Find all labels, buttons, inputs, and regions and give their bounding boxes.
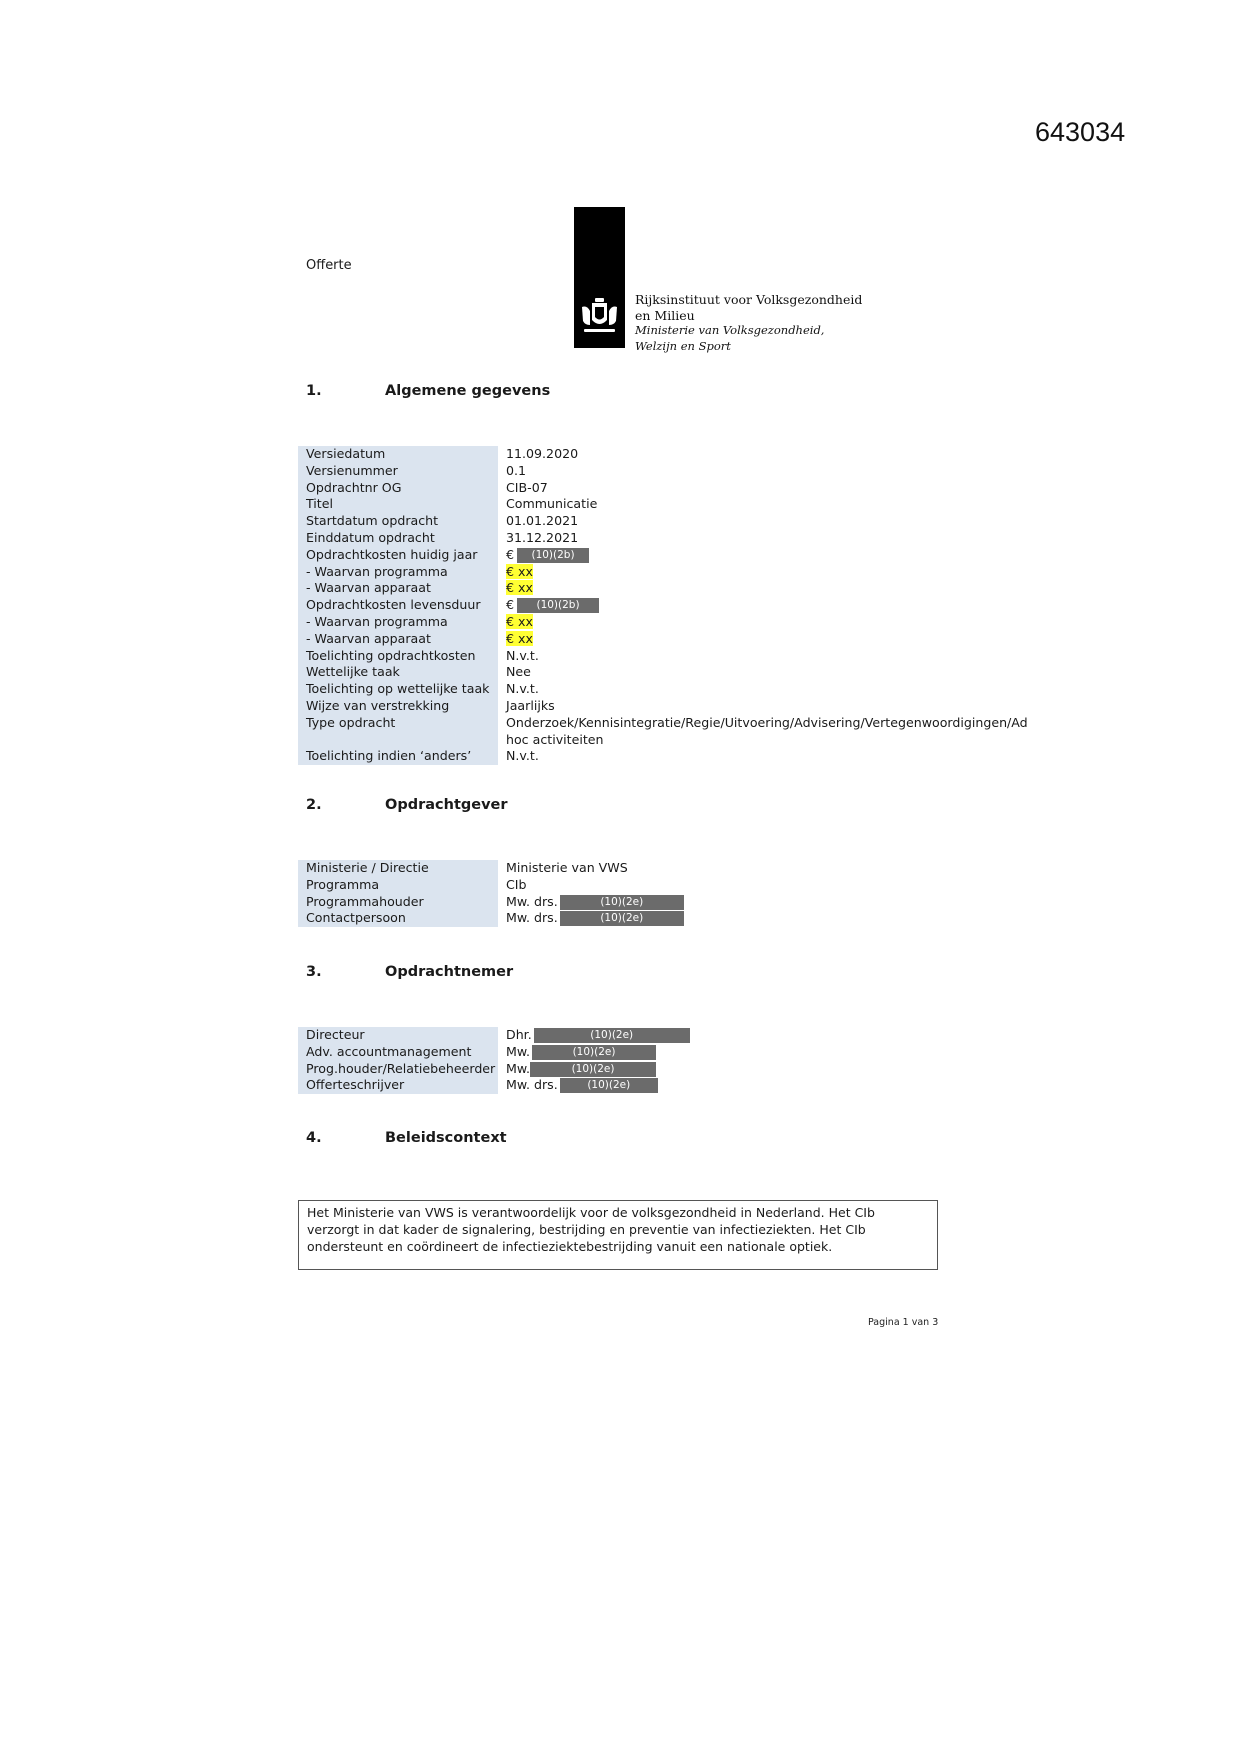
table-row: [298, 910, 684, 927]
section-heading-1: [306, 383, 550, 399]
highlighted-value: € xx: [506, 580, 533, 596]
row-label: Adv. accountmanagement: [298, 1044, 498, 1061]
redaction-block: (10)(2e): [560, 1078, 658, 1093]
table-row: [298, 698, 936, 715]
table-row: [298, 1061, 690, 1078]
highlighted-value: € xx: [506, 563, 533, 579]
name-prefix: Mw. drs.: [506, 893, 558, 909]
row-label: Versiedatum: [298, 446, 498, 463]
row-value: 31.12.2021: [506, 529, 579, 545]
table-row: [298, 446, 936, 463]
row-value: [498, 580, 533, 597]
table-row: [298, 597, 936, 614]
row-label: Wettelijke taak: [298, 664, 498, 681]
currency-symbol: €: [506, 546, 515, 562]
row-value: N.v.t.: [506, 681, 539, 697]
table-row: [298, 631, 936, 648]
section-number: 3.: [306, 964, 322, 980]
row-label: Contactpersoon: [298, 910, 498, 927]
row-label: Prog.houder/Relatiebeheerder: [298, 1061, 498, 1078]
section-number: 1.: [306, 383, 322, 399]
currency-symbol: €: [506, 597, 515, 613]
name-prefix: Mw. drs.: [506, 910, 558, 926]
row-label: Startdatum opdracht: [298, 513, 498, 530]
redaction-block: (10)(2e): [560, 911, 684, 926]
org-line-2: en Milieu: [635, 307, 695, 323]
table-row: [298, 496, 936, 513]
table-row: [298, 564, 936, 581]
row-label: Toelichting op wettelijke taak: [298, 681, 498, 698]
row-value: Jaarlijks: [506, 697, 555, 713]
section-number: 2.: [306, 797, 322, 813]
crest-icon: [574, 295, 625, 339]
row-label: Directeur: [298, 1027, 498, 1044]
table-row: [298, 530, 936, 547]
row-label: Wijze van verstrekking: [298, 698, 498, 715]
highlighted-value: € xx: [506, 630, 533, 646]
redaction-block: (10)(2b): [517, 548, 589, 563]
table-row: [298, 648, 936, 665]
row-label: - Waarvan apparaat: [298, 580, 498, 597]
redaction-block: (10)(2b): [517, 598, 599, 613]
row-label: - Waarvan programma: [298, 564, 498, 581]
row-value: N.v.t.: [506, 647, 539, 663]
table-row: [298, 1044, 690, 1061]
table-row: [298, 664, 936, 681]
row-label: Einddatum opdracht: [298, 530, 498, 547]
redaction-block: (10)(2e): [534, 1028, 690, 1043]
row-value: [498, 910, 684, 927]
document-type: Offerte: [306, 258, 352, 273]
row-label: - Waarvan apparaat: [298, 631, 498, 648]
table-row: [298, 877, 684, 894]
table-row: [298, 714, 1028, 749]
redaction-block: (10)(2e): [560, 895, 684, 910]
row-value: N.v.t.: [506, 748, 539, 764]
row-label: Toelichting indien ‘anders’: [298, 748, 498, 765]
document-number: 643034: [1035, 117, 1126, 147]
row-label: Programma: [298, 877, 498, 894]
row-value: [498, 1077, 658, 1094]
row-value: CIB-07: [506, 479, 548, 495]
row-label: Opdrachtkosten huidig jaar: [298, 547, 498, 564]
row-label: Titel: [298, 496, 498, 513]
row-value: Communicatie: [506, 496, 598, 512]
name-prefix: Mw.: [506, 1043, 531, 1059]
redaction-block: (10)(2e): [530, 1062, 656, 1077]
row-label: Ministerie / Directie: [298, 860, 498, 877]
row-value: [498, 564, 533, 581]
row-value: [498, 1027, 690, 1044]
row-value: 11.09.2020: [506, 446, 579, 461]
beleidscontext-box: Het Ministerie van VWS is verantwoordelijk voor de volksgezondheid in Nederland. Het CIb verzorgt in dat kader de signalering, bestrijding en preventie van infectieziekten. Het CIb ondersteunt en coördineert de infectieziektebestrijding vanuit een nationale optiek.: [298, 1200, 938, 1270]
table-row: [298, 1027, 690, 1044]
row-label: Versienummer: [298, 463, 498, 480]
table-row: [298, 580, 936, 597]
section-title: Opdrachtgever: [385, 797, 508, 813]
row-value: [498, 1061, 656, 1078]
organization-name: [635, 292, 862, 354]
row-label: Type opdracht: [298, 715, 498, 749]
org-line-4: Welzijn en Sport: [635, 338, 731, 353]
row-label: Opdrachtnr OG: [298, 480, 498, 497]
highlighted-value: € xx: [506, 613, 533, 629]
row-value: 0.1: [506, 462, 527, 478]
section-title: Opdrachtnemer: [385, 964, 514, 980]
section-title: Algemene gegevens: [385, 383, 551, 399]
row-value: Ministerie van VWS: [506, 860, 628, 875]
table-row: [298, 513, 936, 530]
page-footer: Pagina 1 van 3: [868, 1317, 939, 1328]
opdrachtgever-table: [298, 860, 684, 927]
row-value: [498, 894, 684, 911]
rivm-logo: [574, 207, 625, 348]
section-heading-2: [306, 797, 508, 813]
section-title: Beleidscontext: [385, 1130, 507, 1146]
section-number: 4.: [306, 1130, 322, 1146]
row-value: [498, 597, 599, 614]
table-row: [298, 547, 936, 564]
table-row: [298, 1077, 690, 1094]
name-prefix: Mw. drs.: [506, 1077, 558, 1093]
row-value: Nee: [506, 664, 531, 680]
section-heading-4: [306, 1130, 507, 1146]
opdrachtnemer-table: [298, 1027, 690, 1094]
general-table: [298, 446, 1028, 765]
row-value: 01.01.2021: [506, 513, 579, 529]
row-label: Offerteschrijver: [298, 1077, 498, 1094]
row-value: [498, 1044, 656, 1061]
table-row: [298, 748, 936, 765]
table-row: [298, 860, 684, 877]
table-row: [298, 480, 936, 497]
row-value: [498, 631, 533, 648]
name-prefix: Mw.: [506, 1060, 531, 1076]
table-row: [298, 894, 684, 911]
row-value: CIb: [506, 876, 527, 892]
row-label: Programmahouder: [298, 894, 498, 911]
row-value: Onderzoek/Kennisintegratie/Regie/Uitvoering/Advisering/Vertegenwoordigingen/Ad hoc activiteiten: [506, 714, 1028, 747]
org-line-3: Ministerie van Volksgezondheid,: [635, 323, 825, 337]
row-value: [498, 614, 533, 631]
table-row: [298, 681, 936, 698]
name-prefix: Dhr.: [506, 1027, 532, 1042]
row-label: Opdrachtkosten levensduur: [298, 597, 498, 614]
org-line-1: Rijksinstituut voor Volksgezondheid: [635, 292, 863, 307]
row-value: [498, 547, 589, 564]
table-row: [298, 614, 936, 631]
row-label: Toelichting opdrachtkosten: [298, 648, 498, 665]
table-row: [298, 463, 936, 480]
section-heading-3: [306, 964, 513, 980]
row-label: - Waarvan programma: [298, 614, 498, 631]
redaction-block: (10)(2e): [532, 1045, 656, 1060]
